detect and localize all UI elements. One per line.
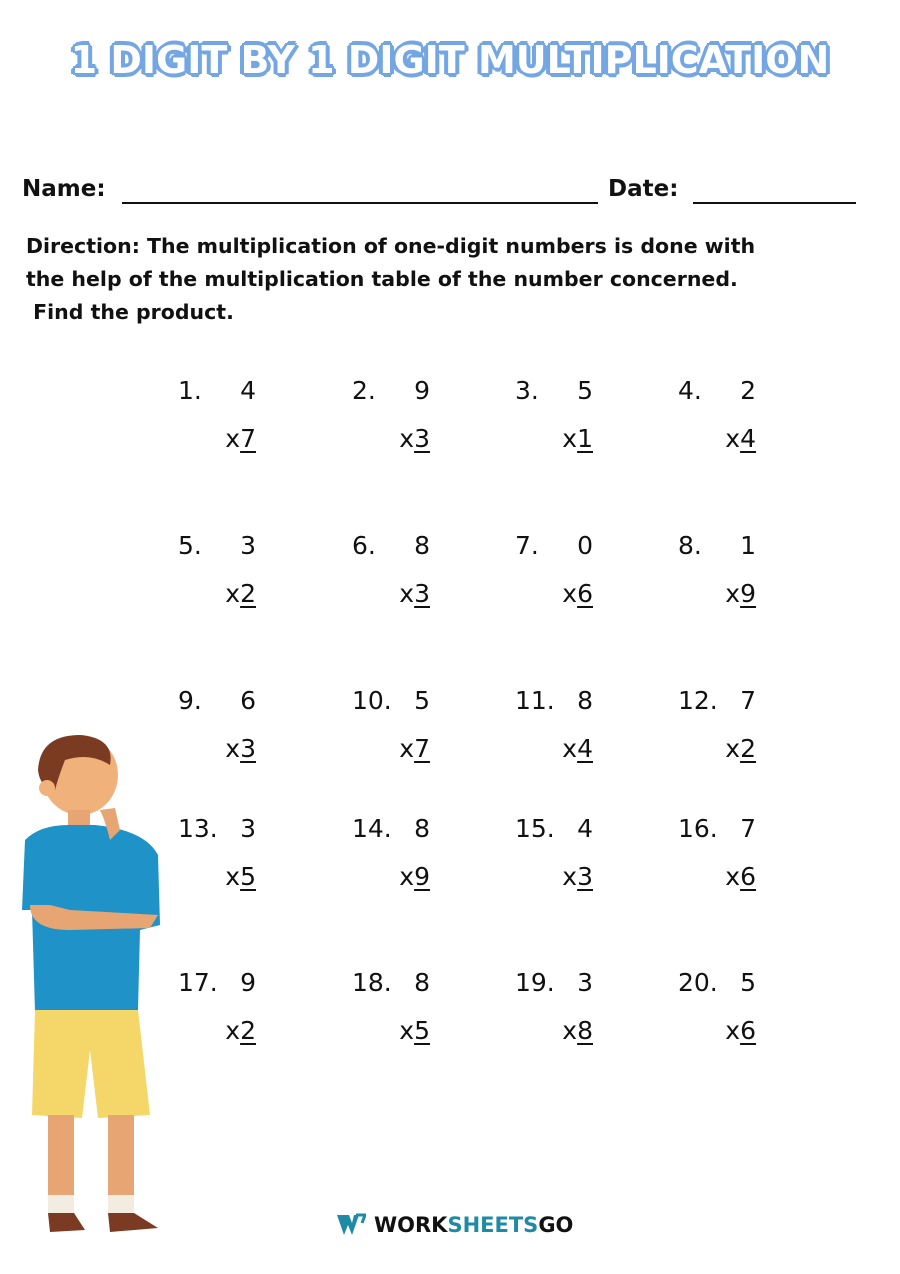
multiply-sign: x (399, 1016, 415, 1045)
multiplicand: 5 (414, 686, 430, 715)
problem-20 (678, 968, 768, 1045)
multiplier: 2 (740, 734, 756, 763)
problem-13 (178, 814, 268, 891)
logo-text-work: WORK (374, 1213, 448, 1237)
multiplier: 3 (414, 424, 430, 453)
multiplicand: 6 (240, 686, 256, 715)
multiplicand: 7 (740, 814, 756, 843)
problem-2 (352, 376, 442, 453)
multiplier: 1 (577, 424, 593, 453)
multiplier: 3 (414, 579, 430, 608)
multiply-sign: x (725, 734, 741, 763)
problem-number: 16. (678, 814, 718, 843)
logo-text-sheets: SHEETS (447, 1213, 539, 1237)
problem-number: 20. (678, 968, 718, 997)
multiply-sign: x (399, 734, 415, 763)
multiply-sign: x (562, 424, 578, 453)
multiply-sign: x (225, 862, 241, 891)
problem-number: 5. (178, 531, 202, 560)
multiplicand: 8 (577, 686, 593, 715)
multiplier: 4 (740, 424, 756, 453)
multiply-sign: x (225, 579, 241, 608)
problem-number: 4. (678, 376, 702, 405)
multiplicand: 5 (577, 376, 593, 405)
problem-number: 10. (352, 686, 392, 715)
problem-18 (352, 968, 442, 1045)
problem-number: 11. (515, 686, 555, 715)
date-label: Date: (608, 176, 679, 202)
worksheet-title: 1 DIGIT BY 1 DIGIT MULTIPLICATION (70, 38, 830, 82)
multiplicand: 0 (577, 531, 593, 560)
problem-9 (178, 686, 268, 763)
multiplier: 6 (740, 1016, 756, 1045)
direction-line: Find the product. (26, 300, 234, 324)
problem-16 (678, 814, 768, 891)
multiplier: 4 (577, 734, 593, 763)
multiplier: 7 (414, 734, 430, 763)
multiplicand: 8 (414, 531, 430, 560)
problem-12 (678, 686, 768, 763)
problem-number: 12. (678, 686, 718, 715)
multiplicand: 9 (414, 376, 430, 405)
multiply-sign: x (562, 1016, 578, 1045)
problem-11 (515, 686, 605, 763)
worksheetsgo-w-icon (336, 1213, 366, 1237)
problem-number: 18. (352, 968, 392, 997)
multiplier: 6 (740, 862, 756, 891)
date-field[interactable] (693, 178, 856, 204)
problem-19 (515, 968, 605, 1045)
multiplicand: 3 (240, 531, 256, 560)
problem-4 (678, 376, 768, 453)
multiply-sign: x (399, 579, 415, 608)
multiply-sign: x (725, 579, 741, 608)
multiply-sign: x (725, 424, 741, 453)
multiply-sign: x (225, 734, 241, 763)
multiplier: 2 (240, 1016, 256, 1045)
problem-number: 7. (515, 531, 539, 560)
problem-number: 2. (352, 376, 376, 405)
problem-number: 3. (515, 376, 539, 405)
multiplier: 3 (577, 862, 593, 891)
problem-1 (178, 376, 268, 453)
multiplicand: 8 (414, 968, 430, 997)
multiply-sign: x (399, 862, 415, 891)
problem-7 (515, 531, 605, 608)
multiplier: 7 (240, 424, 256, 453)
problem-10 (352, 686, 442, 763)
multiplier: 3 (240, 734, 256, 763)
multiplier: 9 (740, 579, 756, 608)
problem-3 (515, 376, 605, 453)
problem-14 (352, 814, 442, 891)
multiplicand: 5 (740, 968, 756, 997)
multiplicand: 3 (240, 814, 256, 843)
multiply-sign: x (562, 734, 578, 763)
problem-8 (678, 531, 768, 608)
multiplicand: 4 (240, 376, 256, 405)
problem-number: 6. (352, 531, 376, 560)
direction-line: the help of the multiplication table of the number concerned. (26, 267, 738, 291)
problem-6 (352, 531, 442, 608)
problem-number: 19. (515, 968, 555, 997)
multiply-sign: x (399, 424, 415, 453)
multiplicand: 2 (740, 376, 756, 405)
multiply-sign: x (225, 424, 241, 453)
problem-17 (178, 968, 268, 1045)
problem-number: 9. (178, 686, 202, 715)
multiplier: 9 (414, 862, 430, 891)
multiply-sign: x (725, 1016, 741, 1045)
multiplicand: 8 (414, 814, 430, 843)
multiply-sign: x (225, 1016, 241, 1045)
multiplicand: 9 (240, 968, 256, 997)
multiplier: 5 (414, 1016, 430, 1045)
multiply-sign: x (562, 862, 578, 891)
directions (26, 230, 856, 329)
multiplicand: 7 (740, 686, 756, 715)
multiplier: 5 (240, 862, 256, 891)
problem-number: 17. (178, 968, 218, 997)
problem-5 (178, 531, 268, 608)
multiplicand: 1 (740, 531, 756, 560)
multiplicand: 3 (577, 968, 593, 997)
problem-number: 13. (178, 814, 218, 843)
multiply-sign: x (725, 862, 741, 891)
worksheetsgo-logo (336, 1213, 573, 1237)
problem-number: 15. (515, 814, 555, 843)
multiplier: 8 (577, 1016, 593, 1045)
problem-15 (515, 814, 605, 891)
logo-text-go: GO (538, 1213, 574, 1237)
multiply-sign: x (562, 579, 578, 608)
multiplier: 6 (577, 579, 593, 608)
multiplicand: 4 (577, 814, 593, 843)
name-field[interactable] (122, 178, 598, 204)
multiplier: 2 (240, 579, 256, 608)
problem-number: 1. (178, 376, 202, 405)
thinking-boy-illustration (10, 730, 180, 1245)
problem-number: 8. (678, 531, 702, 560)
direction-line: Direction: The multiplication of one-digit numbers is done with (26, 234, 756, 258)
problem-number: 14. (352, 814, 392, 843)
name-label: Name: (22, 176, 106, 202)
